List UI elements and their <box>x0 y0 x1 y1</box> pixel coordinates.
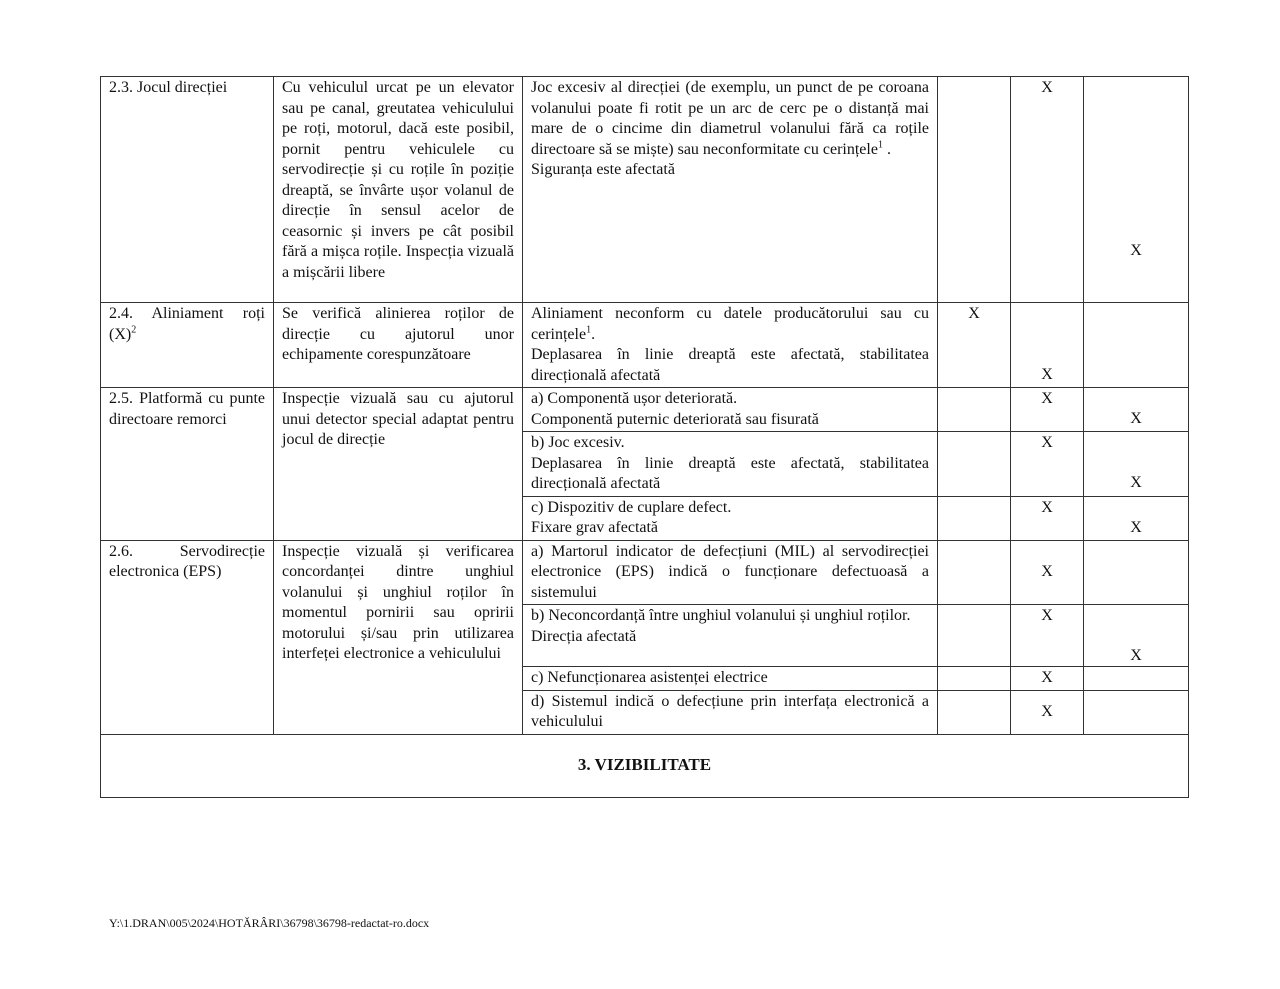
defect-text: c) Nefuncționarea asistenței electrice <box>531 669 768 686</box>
major-cell <box>1011 303 1084 388</box>
defect-text: Joc excesiv al direcției (de exemplu, un punct de pe coroana volanului poate fi rotit pe un arc de cerc pe o distanță mai mare de o cincime din diametrul volanului fără ca roțile directoare să se miște) sau neconformitate cu cerințele <box>531 79 929 158</box>
item-cell <box>101 388 274 541</box>
defect-text: b) Neconcordanță între unghiul volanului și unghiul roților. <box>531 607 911 624</box>
defect-cell <box>523 667 938 691</box>
major-mark: X <box>1041 607 1053 624</box>
defect-cell <box>523 432 938 497</box>
method-cell <box>274 77 523 303</box>
dangerous-cell <box>1084 690 1189 734</box>
defect-text: Aliniament neconform cu datele producătorului sau cu cerințele <box>531 305 929 343</box>
item-label: 2.3. Jocul direcției <box>109 79 228 96</box>
defect-tail: . <box>882 140 891 158</box>
method-cell <box>274 540 523 734</box>
footnote-ref: 1 <box>586 324 592 336</box>
dangerous-cell <box>1084 303 1189 388</box>
major-mark: X <box>1041 366 1053 383</box>
method-text: Inspecție vizuală și verificarea concordanței dintre unghiul volanului și unghiul roților în momentul pornirii sau opririi motorului și/sau prin utilizarea interfeței electronice a vehiculului <box>282 542 514 662</box>
major-mark: X <box>1041 79 1053 96</box>
dangerous-cell <box>1084 388 1189 432</box>
dangerous-cell <box>1084 605 1189 667</box>
file-path-footer: Y:\1.DRAN\005\2024\HOTĂRÂRI\36798\36798-redactat-ro.docx <box>109 916 430 930</box>
dangerous-cell <box>1084 667 1189 691</box>
major-cell <box>1011 496 1084 540</box>
minor-cell <box>938 690 1011 734</box>
table-row-2-4 <box>101 303 1189 388</box>
defect-consequence: Siguranța este afectată <box>531 161 675 178</box>
footnote-ref: 1 <box>877 139 883 151</box>
dangerous-cell <box>1084 432 1189 497</box>
defect-text: d) Sistemul indică o defecțiune prin interfața electronică a vehiculului <box>531 692 929 730</box>
defect-cell <box>523 690 938 734</box>
item-label: 2.6. Servodirecție electronica (EPS) <box>109 542 265 580</box>
major-mark: X <box>1041 390 1053 407</box>
item-label: 2.5. Platformă cu punte directoare remorci <box>109 390 265 428</box>
major-mark: X <box>1041 498 1053 516</box>
major-cell <box>1011 605 1084 667</box>
table-row-2-6a <box>101 540 1189 605</box>
major-mark: X <box>1041 702 1053 720</box>
defect-cell <box>523 388 938 432</box>
defect-consequence: Componentă puternic deteriorată sau fisurată <box>531 410 819 428</box>
major-cell <box>1011 690 1084 734</box>
major-mark: X <box>1041 434 1053 451</box>
minor-cell <box>938 540 1011 605</box>
defect-consequence: Direcția afectată <box>531 627 637 645</box>
table-row-2-3 <box>101 77 1189 303</box>
dangerous-cell <box>1084 77 1189 303</box>
defect-consequence: Fixare grav afectată <box>531 519 659 536</box>
major-cell <box>1011 77 1084 303</box>
section-title: 3. VIZIBILITATE <box>101 734 1189 797</box>
dangerous-mark: X <box>1130 410 1142 427</box>
item-cell <box>101 303 274 388</box>
item-cell <box>101 77 274 303</box>
item-cell <box>101 540 274 734</box>
defect-consequence: Deplasarea în linie dreaptă este afectată, stabilitatea direcțională afectată <box>531 454 929 492</box>
method-text: Cu vehiculul urcat pe un elevator sau pe canal, greutatea vehiculului pe roți, motorul, dacă este posibil, pornit pentru vehiculele cu servodirecție și cu roțile în poziție dreaptă, se învârte ușor volanul de direcție în sensul acelor de ceasornic și invers pe cât posibil fără a mișca roțile. Inspecția vizuală a mișcării libere <box>282 79 514 281</box>
dangerous-mark: X <box>1130 647 1142 664</box>
section-row <box>101 734 1189 797</box>
minor-cell <box>938 77 1011 303</box>
dangerous-cell <box>1084 496 1189 540</box>
major-cell <box>1011 667 1084 691</box>
major-cell <box>1011 540 1084 605</box>
minor-cell <box>938 388 1011 432</box>
dangerous-mark: X <box>1130 518 1142 536</box>
defect-cell <box>523 496 938 540</box>
defect-consequence: Deplasarea în linie dreaptă este afectată, stabilitatea direcțională afectată <box>531 346 929 384</box>
minor-cell <box>938 496 1011 540</box>
major-cell <box>1011 432 1084 497</box>
defect-text: b) Joc excesiv. <box>531 434 625 451</box>
major-mark: X <box>1041 563 1053 580</box>
defect-cell <box>523 605 938 667</box>
minor-cell <box>938 303 1011 388</box>
method-text: Inspecție vizuală sau cu ajutorul unui detector special adaptat pentru jocul de direcție <box>282 390 514 448</box>
footnote-ref: 2 <box>131 324 137 336</box>
defect-tail: . <box>591 325 596 343</box>
dangerous-mark: X <box>1130 474 1142 491</box>
method-cell <box>274 388 523 541</box>
defect-text: a) Componentă ușor deteriorată. <box>531 390 738 407</box>
minor-cell <box>938 605 1011 667</box>
major-mark: X <box>1041 669 1053 686</box>
minor-mark: X <box>968 305 980 322</box>
method-cell <box>274 303 523 388</box>
minor-cell <box>938 432 1011 497</box>
defect-cell <box>523 77 938 303</box>
item-label: 2.4. Aliniament roți (X) <box>109 305 265 343</box>
method-text: Se verifică alinierea roților de direcție cu ajutorul unor echipamente corespunzătoare <box>282 305 514 363</box>
inspection-table <box>100 76 1189 798</box>
table-row-2-5a <box>101 388 1189 432</box>
defect-cell <box>523 540 938 605</box>
defect-cell <box>523 303 938 388</box>
dangerous-mark: X <box>1130 242 1142 259</box>
defect-text: c) Dispozitiv de cuplare defect. <box>531 498 732 516</box>
defect-text: a) Martorul indicator de defecțiuni (MIL) al servodirecției electronice (EPS) indică o funcționare defectuoasă a sistemului <box>531 542 929 601</box>
minor-cell <box>938 667 1011 691</box>
major-cell <box>1011 388 1084 432</box>
dangerous-cell <box>1084 540 1189 605</box>
